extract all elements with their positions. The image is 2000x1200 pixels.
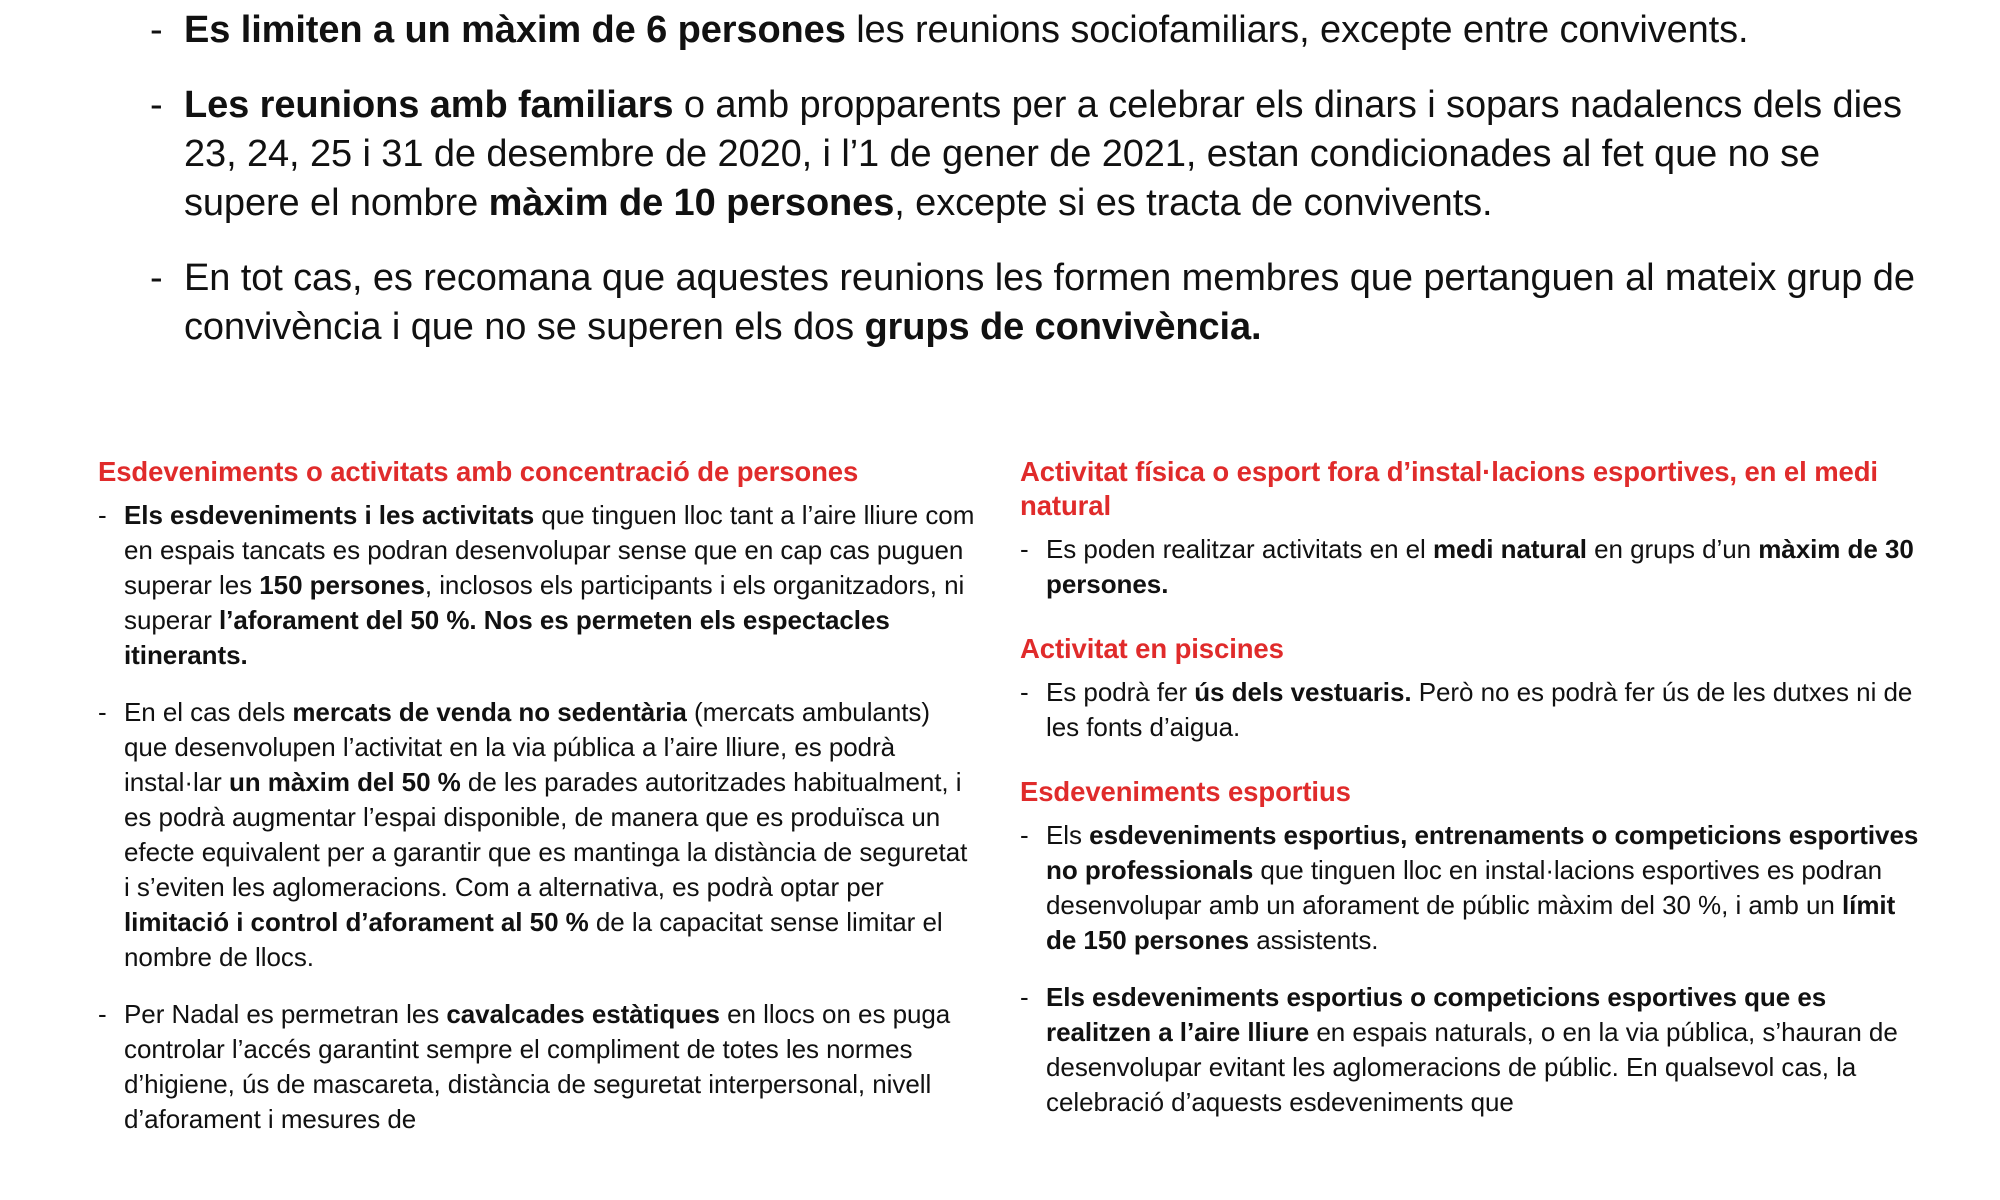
body-text: , inclosos els participants i els organitzadors, ni superar <box>124 570 965 635</box>
emphasis-text: màxim de 10 persones <box>488 182 895 224</box>
top-list-item-text <box>184 81 1930 228</box>
section-heading: Esdeveniments esportius <box>1020 776 1351 807</box>
top-list-item-text <box>184 6 1930 55</box>
body-text: Els <box>1046 820 1090 850</box>
emphasis-text: un màxim del 50 % <box>228 767 461 797</box>
body-text: de la capacitat sense limitar el nombre de llocs. <box>124 907 943 972</box>
bullet-item <box>1020 980 1920 1120</box>
bullet-item-text <box>1046 675 1920 745</box>
bullet-item-text <box>124 695 978 975</box>
emphasis-text: mercats de venda no sedentària <box>292 697 687 727</box>
body-text: en llocs on es puga controlar l’accés garantint sempre el compliment de totes les normes d’higiene, ús de mascareta, distància de seguretat interpersonal, nivell d’aforament i mesures de <box>124 999 951 1134</box>
body-text: Però no es podrà fer ús de les dutxes ni de les fonts d’aigua. <box>1046 677 1913 742</box>
body-text: En tot cas, es recomana que aquestes reunions les formen membres que pertanguen al mateix grup de convivència i que no se superen els dos <box>184 257 1915 348</box>
top-list-item <box>150 81 1930 228</box>
bullet-item-text <box>1046 818 1920 958</box>
dash-bullet-icon: - <box>98 697 107 727</box>
body-text: de les parades autoritzades habitualment, i es podrà augmentar l’espai disponible, de manera que es produïsca un efecte equivalent per a garantir que es mantinga la distància de seguretat i s’eviten les aglomeracions. Com a alternativa, es podrà optar per <box>124 767 968 902</box>
body-text: o amb propparents per a celebrar els dinars i sopars nadalencs dels dies 23, 24, 25 i 31 de desembre de 2020, i l’1 de gener de 2021, estan condicionades al fet que no se supere el nombre <box>184 84 1902 224</box>
top-list-item <box>150 254 1930 352</box>
two-column-body <box>0 455 2000 1200</box>
dash-bullet-icon: - <box>150 84 163 126</box>
body-text: assistents. <box>1249 925 1379 955</box>
bullet-item <box>98 997 978 1137</box>
body-text: Per Nadal es permetran les <box>124 999 447 1029</box>
body-text: en grups d’un <box>1586 534 1759 564</box>
body-text: que tinguen lloc tant a l’aire lliure com en espais tancats es podran desenvolupar sense que en cap cas puguen superar les <box>124 500 975 600</box>
emphasis-text: Les reunions amb familiars <box>184 84 674 126</box>
dash-bullet-icon: - <box>1020 820 1029 850</box>
dash-bullet-icon: - <box>1020 534 1029 564</box>
bullet-item <box>98 498 978 673</box>
dash-bullet-icon: - <box>98 500 107 530</box>
emphasis-text: Els esdeveniments i les activitats <box>124 500 535 530</box>
dash-bullet-icon: - <box>1020 982 1029 1012</box>
bullet-item-text <box>1046 980 1920 1120</box>
bullet-item-text <box>1046 532 1920 602</box>
bullet-item <box>98 695 978 975</box>
body-text: Es podrà fer <box>1046 677 1195 707</box>
dash-bullet-icon: - <box>150 9 163 51</box>
emphasis-text: cavalcades estàtiques <box>446 999 720 1029</box>
body-text: En el cas dels <box>124 697 293 727</box>
emphasis-text: límit de 150 persones <box>1046 890 1896 955</box>
emphasis-text: Es limiten a un màxim de 6 persones <box>184 9 846 51</box>
bullet-item <box>1020 675 1920 745</box>
dash-bullet-icon: - <box>150 257 163 299</box>
dash-bullet-icon: - <box>1020 677 1029 707</box>
top-list-item-text <box>184 254 1930 352</box>
bullet-item <box>1020 818 1920 958</box>
emphasis-text: màxim de 30 persones. <box>1046 534 1914 599</box>
body-text: , excepte si es tracta de convivents. <box>894 182 1493 224</box>
emphasis-text: 150 persones <box>259 570 425 600</box>
emphasis-text: grups de convivència. <box>864 306 1262 348</box>
emphasis-text: Els esdeveniments esportius o competicions esportives que es realitzen a l’aire lliure <box>1046 982 1827 1047</box>
body-text: (mercats ambulants) que desenvolupen l’activitat en la via pública a l’aire lliure, es podrà instal·lar <box>124 697 930 797</box>
section-heading: Esdeveniments o activitats amb concentració de persones <box>98 456 859 487</box>
right-column <box>1020 455 1920 1142</box>
bullet-item <box>1020 532 1920 602</box>
emphasis-text: medi natural <box>1432 534 1587 564</box>
body-text: les reunions sociofamiliars, excepte entre convivents. <box>845 9 1749 51</box>
bullet-item-text <box>124 498 978 673</box>
emphasis-text: l’aforament del 50 %. Nos es permeten els espectacles itinerants. <box>124 605 890 670</box>
dash-bullet-icon: - <box>98 999 107 1029</box>
left-column <box>98 455 978 1159</box>
emphasis-text: limitació i control d’aforament al 50 % <box>124 907 589 937</box>
emphasis-text: ús dels vestuaris. <box>1194 677 1412 707</box>
section-heading: Activitat en piscines <box>1020 633 1284 664</box>
emphasis-text: esdeveniments esportius, entrenaments o competicions esportives no professionals <box>1046 820 1919 885</box>
section-heading: Activitat física o esport fora d’instal·lacions esportives, en el medi natural <box>1020 456 1878 521</box>
top-list-item <box>150 6 1930 55</box>
top-measures-list <box>150 6 1930 352</box>
body-text: que tinguen lloc en instal·lacions esportives es podran desenvolupar amb un aforament de públic màxim del 30 %, i amb un <box>1046 855 1883 920</box>
bullet-item-text <box>124 997 978 1137</box>
body-text: Es poden realitzar activitats en el <box>1046 534 1433 564</box>
body-text: en espais naturals, o en la via pública, s’hauran de desenvolupar evitant les aglomeracions de públic. En qualsevol cas, la celebració d’aquests esdeveniments que <box>1046 1017 1898 1117</box>
